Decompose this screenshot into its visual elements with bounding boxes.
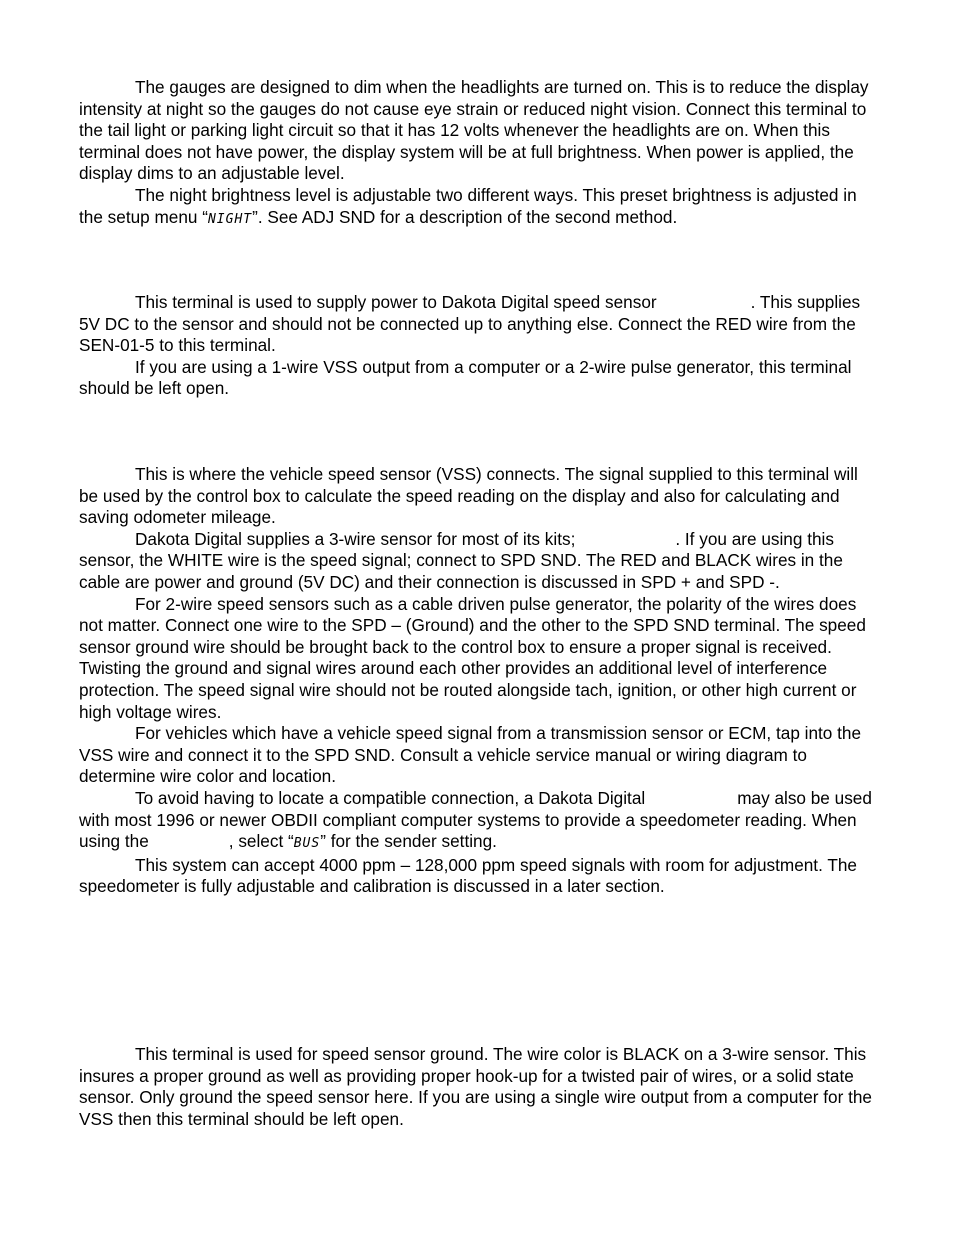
dimmer-paragraph-2	[79, 185, 879, 230]
spd-minus-paragraph-1: This terminal is used for speed sensor ground. The wire color is BLACK on a 3-wire sensor. This insures a proper ground as well as providing proper hook-up for a twisted pair of wires, or a solid state sensor. Only ground the speed sensor here. If you are using a single wire output from a computer for the VSS then this terminal should be left open.	[79, 1044, 872, 1129]
spd-plus-section	[79, 292, 879, 400]
spd-minus-section	[79, 1044, 879, 1130]
spd-snd-paragraph-5-text-c: , select “	[228, 831, 294, 852]
spd-snd-paragraph-4: For vehicles which have a vehicle speed signal from a transmission sensor or ECM, tap into the VSS wire and connect it to the SPD SND. Consult a vehicle service manual or wiring diagram to determine wire color and location.	[79, 723, 862, 787]
spd-snd-paragraph-3: For 2-wire speed sensors such as a cable driven pulse generator, the polarity of the wires does not matter. Connect one wire to the SPD – (Ground) and the other to the SPD SND terminal. The speed sensor ground wire should be brought back to the control box to ensure a proper signal is received. Twisting the ground and signal wires around each other provides an additional level of interference protection. The speed signal wire should not be routed alongside tach, ignition, or other high current or high voltage wires.	[79, 593, 866, 722]
bus-setting-label: BUS	[293, 836, 321, 852]
dimmer-paragraph-2-text-a: The night brightness level is adjustable two different ways. This preset brightness is adjusted in the setup menu “	[79, 184, 857, 227]
spd-snd-paragraph-2-text-a: Dakota Digital supplies a 3-wire sensor for most of its kits;	[135, 528, 576, 549]
spd-snd-section	[79, 464, 879, 898]
spd-snd-paragraph-6: This system can accept 4000 ppm – 128,000 ppm speed signals with room for adjustment. The speedometer is fully adjustable and calibration is discussed in a later section.	[79, 854, 857, 897]
dimmer-section	[79, 77, 879, 230]
spd-plus-paragraph-1-text-b: . This supplies 5V DC to the sensor and should not be connected up to anything else. Connect the RED wire from the SEN-01-5 to this terminal.	[79, 292, 861, 356]
spd-plus-paragraph-2: If you are using a 1-wire VSS output from a computer or a 2-wire pulse generator, this terminal should be left open.	[79, 356, 852, 399]
spd-snd-paragraph-5	[79, 788, 879, 855]
dimmer-paragraph-1: The gauges are designed to dim when the headlights are turned on. This is to reduce the display intensity at night so the gauges do not cause eye strain or reduced night vision. Connect this terminal to the tail light or parking light circuit so that it has 12 volts whenever the headlights are on. When this terminal does not have power, the display system will be at full brightness. When power is applied, the display dims to an adjustable level.	[79, 77, 869, 184]
spd-snd-paragraph-5-text-b: may also be used with most 1996 or newer OBDII compliant computer systems to provide a speedometer reading. When using the	[79, 787, 872, 852]
dimmer-paragraph-2-text-b: ”. See ADJ SND for a description of the second method.	[252, 206, 678, 227]
spd-plus-paragraph-1-text-a: This terminal is used to supply power to Dakota Digital speed sensor	[135, 292, 657, 312]
spd-snd-paragraph-5-text-a: To avoid having to locate a compatible connection, a Dakota Digital	[135, 787, 646, 808]
night-menu-label: NIGHT	[207, 211, 253, 227]
spd-snd-paragraph-2-text-b: . If you are using this sensor, the WHITE wire is the speed signal; connect to SPD SND. The RED and BLACK wires in the cable are power and ground (5V DC) and their connection is discussed in SPD + and SPD -.	[79, 528, 843, 592]
spd-plus-paragraph-1	[79, 292, 879, 357]
spd-snd-paragraph-1: This is where the vehicle speed sensor (VSS) connects. The signal supplied to this terminal will be used by the control box to calculate the speed reading on the display and also for calculating and saving odometer mileage.	[79, 464, 858, 528]
spd-snd-paragraph-2	[79, 529, 879, 594]
spd-snd-paragraph-5-text-d: ” for the sender setting.	[320, 831, 497, 852]
